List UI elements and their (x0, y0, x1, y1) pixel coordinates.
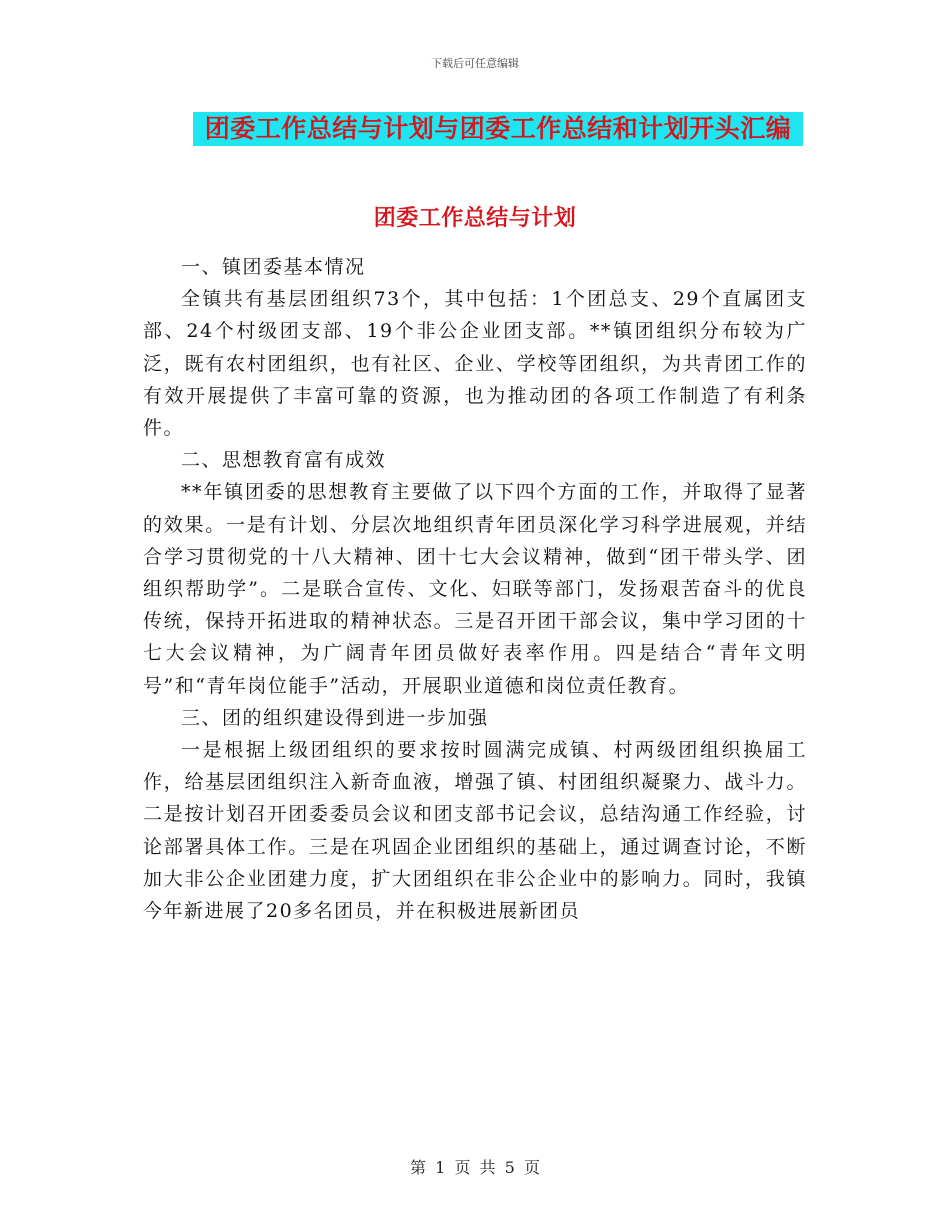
paragraph-2: **年镇团委的思想教育主要做了以下四个方面的工作，并取得了显著的效果。一是有计划、分层次地组织青年团员深化学习科学进展观，并结合学习贯彻党的十八大精神、团十七大会议精神，做到“团干带头学、团组织帮助学”。二是联合宣传、文化、妇联等部门，发扬艰苦奋斗的优良传统，保持开拓进取的精神状态。三是召开团干部会议，集中学习团的十七大会议精神，为广阔青年团员做好表率作用。四是结合“青年文明号”和“青年岗位能手”活动，开展职业道德和岗位责任教育。 (143, 481, 807, 697)
header-note: 下载后可任意编辑 (431, 57, 519, 70)
footer-prefix: 第 (410, 1158, 427, 1177)
heading-2: 二、思想教育富有成效 (181, 449, 387, 472)
heading-1: 一、镇团委基本情况 (181, 256, 366, 278)
main-title: 团委工作总结与计划与团委工作总结和计划开头汇编 (204, 114, 792, 143)
document-body (143, 251, 807, 927)
page-number-footer (0, 1155, 950, 1178)
section-title: 团委工作总结与计划 (373, 206, 577, 231)
footer-current-page: 1 (435, 1158, 446, 1177)
footer-page-label: 页 (454, 1158, 471, 1177)
paragraph-3: 一是根据上级团组织的要求按时圆满完成镇、村两级团组织换届工作，给基层团组织注入新奇血液，增强了镇、村团组织凝聚力、战斗力。二是按计划召开团委委员会议和团支部书记会议，总结沟通工作经验，讨论部署具体工作。三是在巩固企业团组织的基础上，通过调查讨论，不断加大非公企业团建力度，扩大团组织在非公企业中的影响力。同时，我镇今年新进展了20多名团员，并在积极进展新团员 (143, 739, 807, 923)
main-title-highlight (193, 112, 803, 146)
heading-3: 三、团的组织建设得到进一步加强 (181, 706, 489, 729)
footer-total-pages: 5 (504, 1158, 515, 1177)
footer-total-label: 共 (479, 1158, 496, 1177)
paragraph-1: 全镇共有基层团组织73个，其中包括：1个团总支、29个直属团支部、24个村级团支部、19个非公企业团支部。**镇团组织分布较为广泛，既有农村团组织，也有社区、企业、学校等团组织，为共青团工作的有效开展提供了丰富可靠的资源，也为推动团的各项工作制造了有利条件。 (143, 288, 807, 440)
footer-suffix: 页 (523, 1158, 540, 1177)
